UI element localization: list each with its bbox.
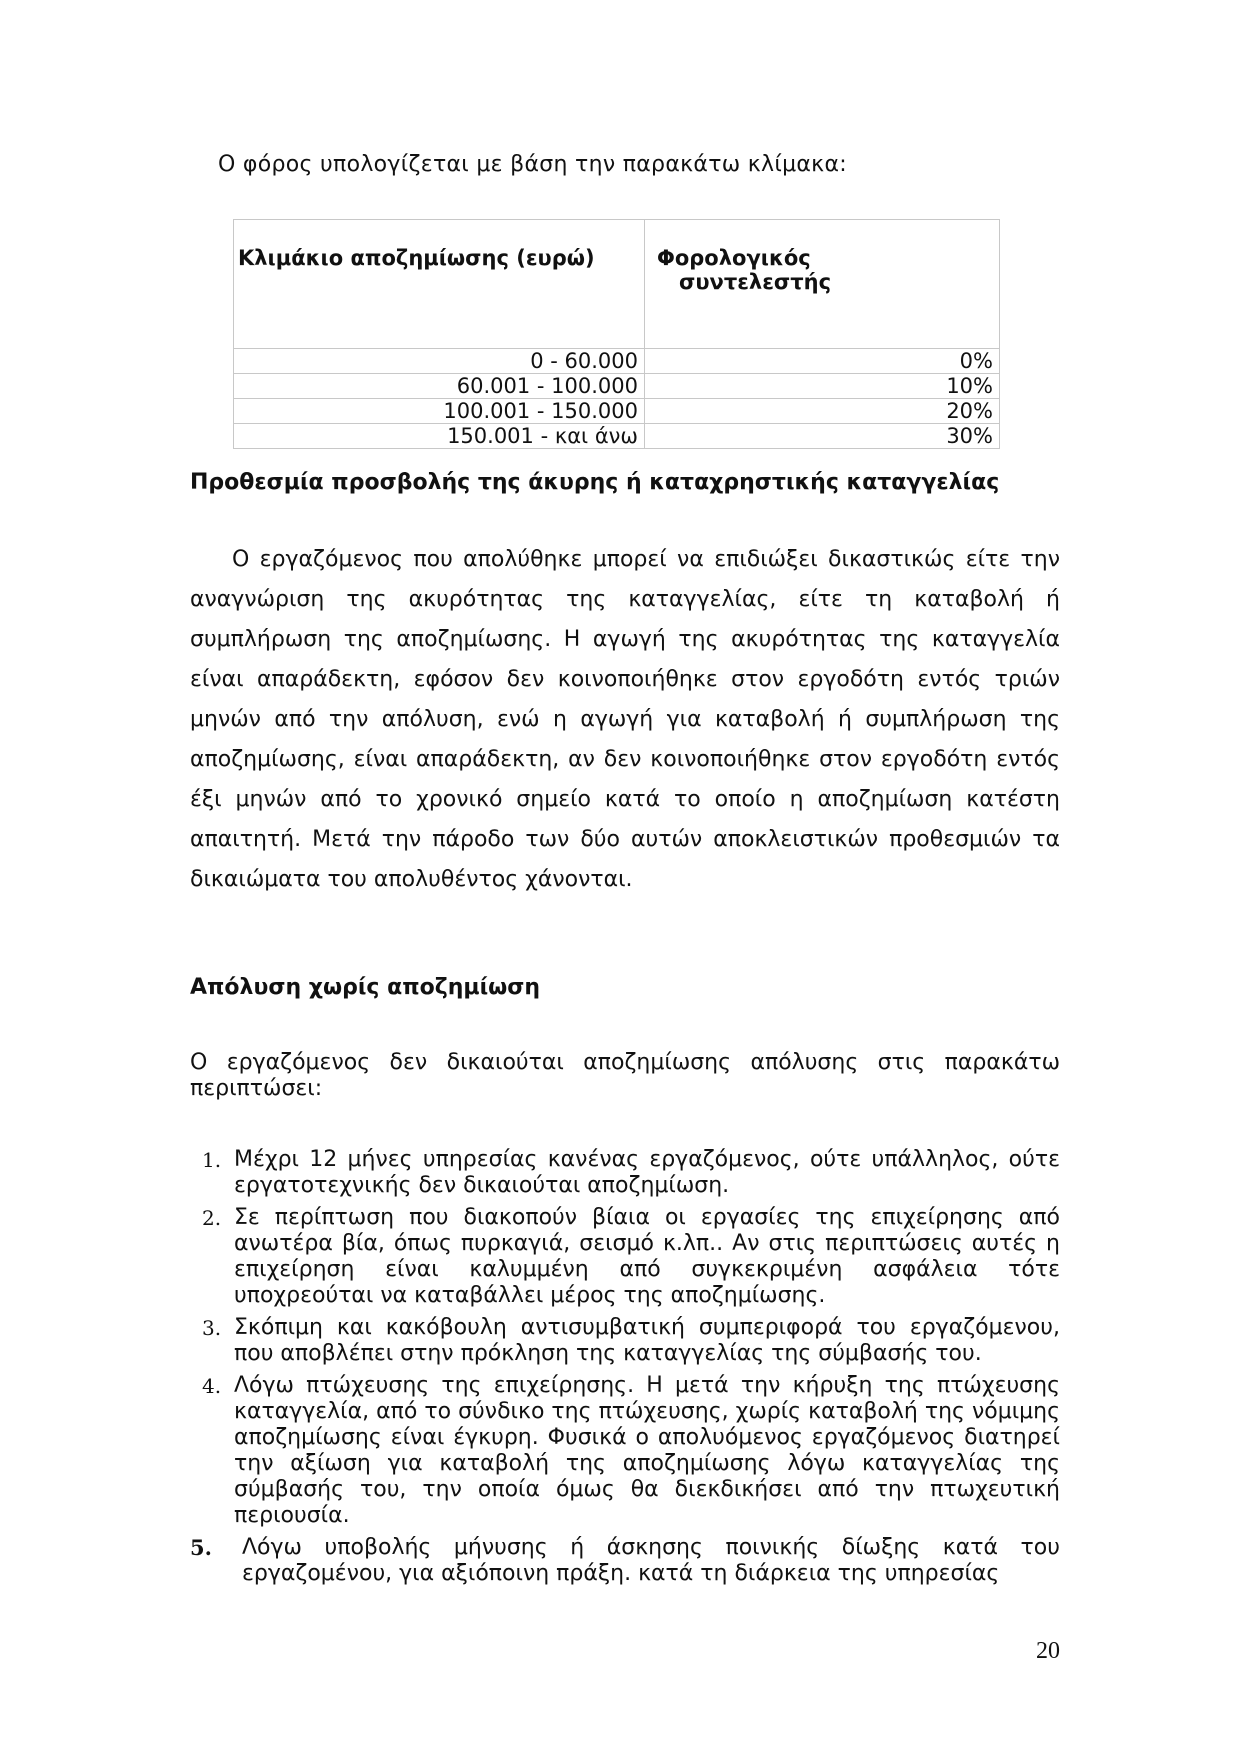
list-text: Σκόπιμη και κακόβουλη αντισυμβατική συμπεριφορά του εργαζόμενου, που αποβλέπει στην πρόκληση της καταγγελίας της σύμβασής του. [234,1315,1060,1366]
no-compensation-intro: Ο εργαζόμενος δεν δικαιούται αποζημίωσης απόλυσης στις παρακάτω περιπτώσει: [190,1050,1060,1101]
cases-list [190,1147,1060,1593]
bracket-cell: 0 - 60.000 [234,349,645,374]
bracket-cell: 100.001 - 150.000 [234,399,645,424]
rate-cell: 10% [645,374,1000,399]
rate-cell: 30% [645,424,1000,449]
list-item [190,1315,1060,1367]
list-number: 2. [202,1206,222,1230]
header-bracket: Κλιμάκιο αποζημίωσης (ευρώ) [234,220,645,349]
list-number: 1. [202,1148,222,1172]
deadline-paragraph [190,540,1060,900]
list-text: Μέχρι 12 μήνες υπηρεσίας κανένας εργαζόμενος, ούτε υπάλληλος, ούτε εργατοτεχνικής δεν δικαιούται αποζημίωση. [234,1147,1060,1198]
list-item [190,1205,1060,1309]
list-number: 4. [202,1374,222,1398]
list-text: Σε περίπτωση που διακοπούν βίαια οι εργασίες της επιχείρησης από ανωτέρα βία, όπως πυρκαγιά, σεισμό κ.λπ.. Αν στις περιπτώσεις αυτές η επιχείρηση είναι καλυμμένη από συγκεκριμένη ασφάλεια τότε υποχρεούται να καταβάλλει μέρος της αποζημίωσης. [234,1205,1060,1308]
table-row [234,424,1000,449]
tax-scale-table [233,219,1000,449]
page-number: 20 [1036,1638,1060,1664]
intro-text: Ο φόρος υπολογίζεται με βάση την παρακάτω κλίμακα: [218,152,847,177]
list-number: 5. [190,1535,212,1560]
list-item [190,1535,1060,1587]
header-rate-line2: συντελεστής [679,270,832,294]
section-heading-no-compensation: Απόλυση χωρίς αποζημίωση [190,975,541,1000]
list-item [190,1147,1060,1199]
list-text: Λόγω πτώχευσης της επιχείρησης. Η μετά την κήρυξη της πτώχευσης καταγγελία, από το σύνδικο της πτώχευσης, χωρίς καταβολή της νόμιμης αποζημίωσης είναι έγκυρη. Φυσικά ο απολυόμενος εργαζόμενος διατηρεί την αξίωση για καταβολή της αποζημίωσης λόγω καταγγελίας της σύμβασής του, την οποία όμως θα διεκδικήσει από την πτωχευτική περιουσία. [234,1373,1060,1528]
rate-cell: 20% [645,399,1000,424]
deadline-paragraph-text: Ο εργαζόμενος που απολύθηκε μπορεί να επιδιώξει δικαστικώς είτε την αναγνώριση της ακυρότητας της καταγγελίας, είτε τη καταβολή ή συμπλήρωση της αποζημίωσης. Η αγωγή της ακυρότητας της καταγγελία είναι απαράδεκτη, εφόσον δεν κοινοποιήθηκε στον εργοδότη εντός τριών μηνών από την απόλυση, ενώ η αγωγή για καταβολή ή συμπλήρωση της αποζημίωσης, είναι απαράδεκτη, αν δεν κοινοποιήθηκε στον εργοδότη εντός έξι μηνών από το χρονικό σημείο κατά το οποίο η αποζημίωση κατέστη απαιτητή. Μετά την πάροδο των δύο αυτών αποκλειστικών προθεσμιών τα δικαιώματα του απολυθέντος χάνονται. [190,547,1060,892]
table-row [234,374,1000,399]
list-number: 3. [202,1316,222,1340]
list-item [190,1373,1060,1529]
list-text: Λόγω υποβολής μήνυσης ή άσκησης ποινικής δίωξης κατά του εργαζομένου, για αξιόποινη πράξη. κατά τη διάρκεια της υπηρεσίας [242,1535,1060,1586]
table-row [234,399,1000,424]
table-row [234,349,1000,374]
table-header-row [234,220,1000,349]
bracket-cell: 60.001 - 100.000 [234,374,645,399]
header-rate [645,220,1000,349]
header-rate-line1: Φορολογικός [657,246,811,270]
section-heading-deadline: Προθεσμία προσβολής της άκυρης ή καταχρηστικής καταγγελίας [190,470,1000,495]
bracket-cell: 150.001 - και άνω [234,424,645,449]
rate-cell: 0% [645,349,1000,374]
